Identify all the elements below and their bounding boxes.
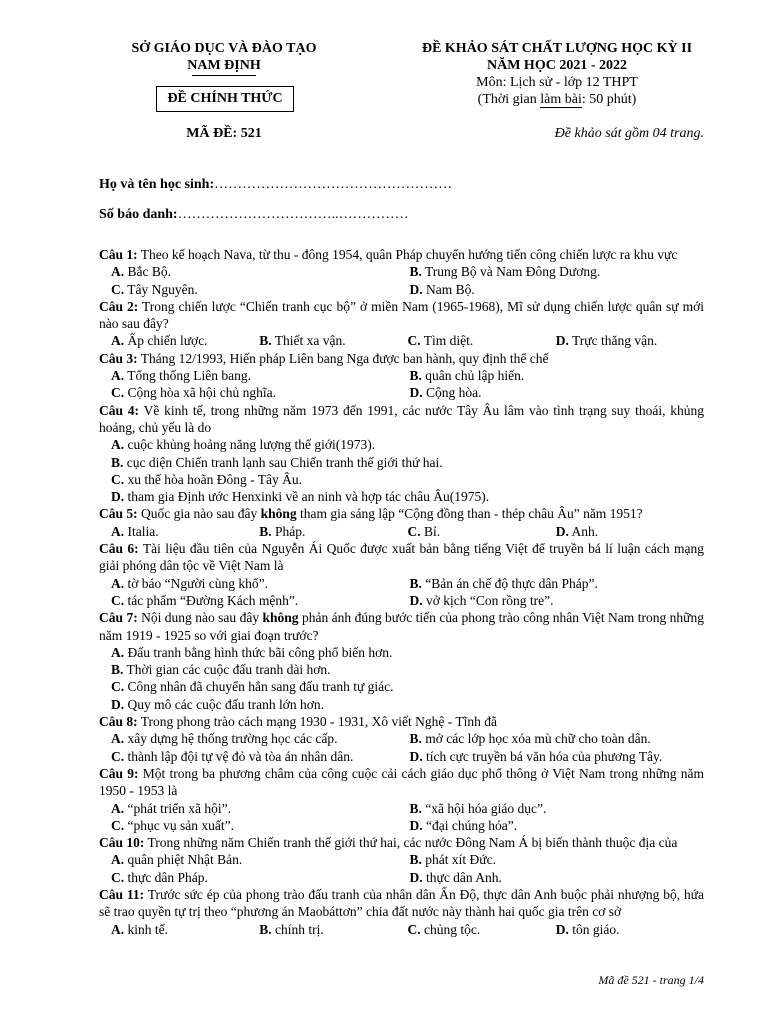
answer-option [556,332,704,349]
option-letter: B. [409,368,422,384]
answer-options [99,921,704,938]
answer-option [111,730,408,747]
question-6 [99,540,704,609]
option-letter: C. [111,385,125,401]
answer-options [99,332,704,349]
answer-option [111,263,408,280]
option-letter: A. [111,437,125,453]
option-letter: D. [111,696,125,712]
time-suffix: : 50 phút) [581,92,637,107]
answer-options [99,367,704,402]
question-number: Câu 2: [99,298,139,314]
question-1 [99,246,704,298]
answer-option [408,921,556,938]
question-keyword: không [260,506,297,522]
option-letter: D. [409,748,423,764]
option-text: xu thế hòa hoãn Đông - Tây Âu. [124,471,302,487]
option-letter: D. [111,489,125,505]
answer-options [99,575,704,610]
question-text: Về kinh tế, trong những năm 1973 đến 1991, các nước Tây Âu lâm vào tình trạng suy thoái, khủng hoảng, chủ yếu là do [99,402,704,435]
option-text: Trung Bộ và Nam Đông Dương. [421,264,601,280]
option-letter: D. [555,921,569,937]
option-letter: B. [409,852,422,868]
option-letter: C. [111,679,125,695]
question-text: Trong phong trào cách mạng 1930 - 1931, Xô viết Nghệ - Tĩnh đã [137,714,497,730]
exam-title: ĐỀ KHẢO SÁT CHẤT LƯỢNG HỌC KỲ II [421,41,693,56]
answer-option [111,644,704,661]
question-number: Câu 9: [99,765,139,781]
answer-option [111,678,704,695]
answer-option [111,575,408,592]
question-text: Một trong ba phương châm của công cuộc cải cách giáo dục phổ thông ở Việt Nam trong những năm 1950 - 1953 là [99,765,704,799]
answer-option [111,436,704,453]
option-text: Tìm diệt. [420,333,474,349]
answer-option [111,817,408,834]
department-block [104,40,344,76]
answer-option [111,332,259,349]
option-text: thực dân Pháp. [124,869,208,885]
option-text: mở các lớp học xóa mù chữ cho toàn dân. [421,731,651,747]
question-5 [99,505,704,540]
option-letter: B. [259,523,272,539]
answer-option [408,730,705,747]
question-text-end: tham gia sáng lập “Cộng đồng than - thép châu Âu” năm 1951? [296,506,643,522]
option-letter: A. [111,264,125,280]
question-number: Câu 3: [99,350,138,366]
option-letter: B. [259,333,272,349]
answer-option [111,384,408,401]
answer-option [111,367,408,384]
question-text: Tài liệu đầu tiên của Nguyễn Ái Quốc được xuất bản bằng tiếng Việt để truyền bá lí luận cách mạng giải phóng dân tộc về Việt Nam là [99,541,704,574]
option-letter: B. [409,575,422,591]
answer-option [556,921,704,938]
answer-option [259,332,407,349]
answer-option [408,575,705,592]
option-text: Thời gian các cuộc đấu tranh dài hơn. [123,662,331,678]
answer-option [111,661,704,678]
option-letter: A. [111,368,125,384]
answer-option [111,454,704,471]
option-text: tôn giáo. [568,921,620,937]
student-id-label: Số báo danh: [99,207,178,222]
option-text: phát xít Đức. [421,852,496,868]
answer-option [408,384,705,401]
option-text: Ấp chiến lược. [124,333,208,349]
question-9 [99,765,704,834]
answer-options [99,644,704,713]
question-text: Trong chiến lược “Chiến tranh cục bộ” ở miền Nam (1965-1968), Mĩ sử dụng chiến lược quân sự mới nào sau đây? [99,298,704,332]
option-letter: D. [409,817,423,833]
option-letter: A. [111,731,125,747]
subject-line: Môn: Lịch sử - lớp 12 THPT [476,75,638,90]
answer-option [408,851,705,868]
option-text: vở kịch “Con rồng tre”. [422,592,554,608]
option-letter: C. [111,817,125,833]
answer-options [99,851,704,886]
answer-option [111,488,704,505]
option-text: Bỉ. [420,523,441,539]
answer-options [99,523,704,540]
question-11 [99,886,704,938]
option-text: Italia. [124,523,159,539]
official-stamp-box: ĐỀ CHÍNH THỨC [156,86,294,112]
option-letter: C. [111,592,125,608]
answer-option [111,869,408,886]
option-letter: C. [111,748,125,764]
option-letter: A. [111,644,125,660]
option-text: Quy mô các cuộc đấu tranh lớn hơn. [124,696,324,712]
option-letter: B. [409,264,422,280]
question-text: Tháng 12/1993, Hiến pháp Liên bang Nga được ban hành, quy định thể chế [137,350,549,366]
option-text: Cộng hòa. [422,385,482,401]
question-number: Câu 8: [99,714,138,730]
question-stem [99,246,704,263]
question-keyword: không [262,610,299,626]
answer-option [408,523,556,540]
answer-option [408,367,705,384]
option-text: Tây Nguyên. [124,281,198,297]
option-letter: C. [407,333,421,349]
option-letter: D. [409,869,423,885]
option-letter: B. [111,662,124,678]
answer-option [408,263,705,280]
option-letter: B. [409,800,422,816]
school-year: NĂM HỌC 2021 - 2022 [487,58,627,73]
option-text: Cộng hòa xã hội chủ nghĩa. [124,385,276,401]
answer-option [556,523,704,540]
option-text: Thiết xa vận. [271,333,346,349]
option-text: tác phẩm “Đường Kách mệnh”. [124,592,299,608]
question-text: Theo kế hoạch Nava, từ thu - đông 1954, quân Pháp chuyển hướng tiến công chiến lược ra khu vực [137,247,678,262]
question-stem [99,540,704,575]
page-footer: Mã đề 521 - trang 1/4 [598,973,704,987]
option-text: tờ báo “Người cùng khổ”. [124,575,268,591]
question-text: Quốc gia nào sau đây [137,506,261,522]
student-id-line [99,200,452,230]
question-stem [99,505,704,522]
time-prefix: (Thời gian [477,92,541,107]
question-stem [99,350,704,367]
answer-options [99,800,704,835]
answer-options [99,263,704,298]
student-id-blank: ……………………………..…………… [177,207,409,222]
exam-code: MÃ ĐỀ: 521 [186,126,262,141]
option-letter: A. [111,333,125,349]
option-text: kinh tế. [124,921,168,937]
question-stem [99,834,704,851]
option-letter: C. [111,281,125,297]
option-text: quân chủ lập hiến. [421,368,525,384]
question-stem [99,609,704,644]
answer-option [408,869,705,886]
answer-option [408,800,705,817]
question-number: Câu 7: [99,610,138,626]
student-name-line [99,170,452,200]
option-text: “đại chúng hóa”. [422,817,518,833]
option-text: Pháp. [271,523,306,539]
answer-option [111,592,408,609]
option-text: cuộc khủng hoảng năng lượng thế giới(1973). [124,437,376,453]
question-number: Câu 5: [99,506,138,522]
question-4 [99,402,704,506]
answer-option [408,817,705,834]
question-number: Câu 4: [99,402,140,418]
option-letter: A. [111,800,125,816]
question-list [99,246,704,938]
option-letter: D. [555,523,569,539]
question-stem [99,298,704,333]
question-text: Trước sức ép của phong trào đấu tranh của nhân dân Ấn Độ, thực dân Anh buộc phải nhượng bộ, hứa sẽ trao quyền tự trị theo “phương án Maobáttơn” chia đất nước này thành hai quốc gia trên cơ sở [99,886,705,920]
province-name: NAM ĐỊNH [187,58,261,73]
option-text: “phục vụ sản xuất”. [124,817,234,833]
question-7 [99,609,704,713]
answer-option [111,523,259,540]
option-text: Anh. [568,523,599,539]
answer-options [99,730,704,765]
student-name-label: Họ và tên học sinh: [99,177,215,192]
option-letter: D. [409,385,423,401]
answer-option [259,921,407,938]
answer-option [408,592,705,609]
option-text: quân phiệt Nhật Bản. [124,852,243,868]
option-text: “phát triển xã hội”. [124,800,231,816]
question-number: Câu 11: [99,886,145,902]
option-text: “Bản án chế độ thực dân Pháp”. [421,575,598,591]
answer-option [111,471,704,488]
option-text: chính trị. [271,921,324,937]
option-text: tham gia Định ước Henxinki về an ninh và hợp tác châu Âu(1975). [124,489,490,505]
option-text: Nam Bộ. [422,281,475,297]
answer-option [259,523,407,540]
option-letter: A. [111,852,125,868]
option-letter: D. [409,281,423,297]
answer-option [111,748,408,765]
answer-option [111,800,408,817]
option-letter: C. [111,471,125,487]
option-text: cục diện Chiến tranh lạnh sau Chiến tranh thế giới thứ hai. [123,454,443,470]
option-text: Tổng thống Liên bang. [124,368,251,384]
option-letter: B. [259,921,272,937]
question-text: Nội dung nào sau đây [137,610,263,626]
answer-option [408,281,705,298]
page-count-note: Đề khảo sát gồm 04 trang. [554,126,704,141]
option-text: Đấu tranh bằng hình thức bãi công phổ biến hơn. [124,644,393,660]
student-name-blank: …………………………………………… [214,177,453,192]
question-number: Câu 10: [99,835,145,851]
student-info [99,170,452,230]
answer-options [99,436,704,505]
option-letter: B. [111,454,124,470]
question-10 [99,834,704,886]
option-letter: D. [409,592,423,608]
option-text: Trực thăng vận. [568,333,658,349]
option-text: Bắc Bộ. [124,264,171,280]
time-underlined: làm bài [540,92,582,107]
question-2 [99,298,704,350]
answer-option [111,696,704,713]
option-letter: C. [407,921,421,937]
question-3 [99,350,704,402]
answer-option [111,851,408,868]
option-text: Công nhân đã chuyển hẳn sang đấu tranh tự giác. [124,679,394,695]
option-letter: C. [407,523,421,539]
option-letter: A. [111,921,125,937]
option-letter: D. [555,333,569,349]
exam-title-block [376,40,738,108]
option-letter: A. [111,523,125,539]
option-letter: C. [111,869,125,885]
question-text-end: phản ánh đúng bước tiến của phong trào công nhân Việt Nam trong những năm 1919 - 1925 so với giai đoạn trước? [99,610,704,643]
time-line [376,91,738,108]
question-8 [99,713,704,765]
question-stem [99,886,704,921]
option-text: “xã hội hóa giáo dục”. [421,800,547,816]
option-text: thành lập đội tự vệ đỏ và tòa án nhân dân. [124,748,354,764]
question-text: Trong những năm Chiến tranh thế giới thứ hai, các nước Đông Nam Á bị biến thành thuộc địa của [144,835,678,851]
question-number: Câu 6: [99,541,139,557]
answer-option [408,332,556,349]
question-stem [99,713,704,730]
option-letter: B. [409,731,422,747]
answer-option [111,921,259,938]
header-underline [192,75,256,76]
answer-option [408,748,705,765]
option-text: thực dân Anh. [422,869,502,885]
option-letter: A. [111,575,125,591]
option-text: tích cực truyền bá văn hóa của phương Tây. [422,748,663,764]
option-text: xây dựng hệ thống trường học các cấp. [124,731,338,747]
answer-option [111,281,408,298]
department-name: SỞ GIÁO DỤC VÀ ĐÀO TẠO [131,41,317,56]
question-stem [99,402,704,437]
option-text: chủng tộc. [420,921,481,937]
question-stem [99,765,704,800]
question-number: Câu 1: [99,247,138,262]
